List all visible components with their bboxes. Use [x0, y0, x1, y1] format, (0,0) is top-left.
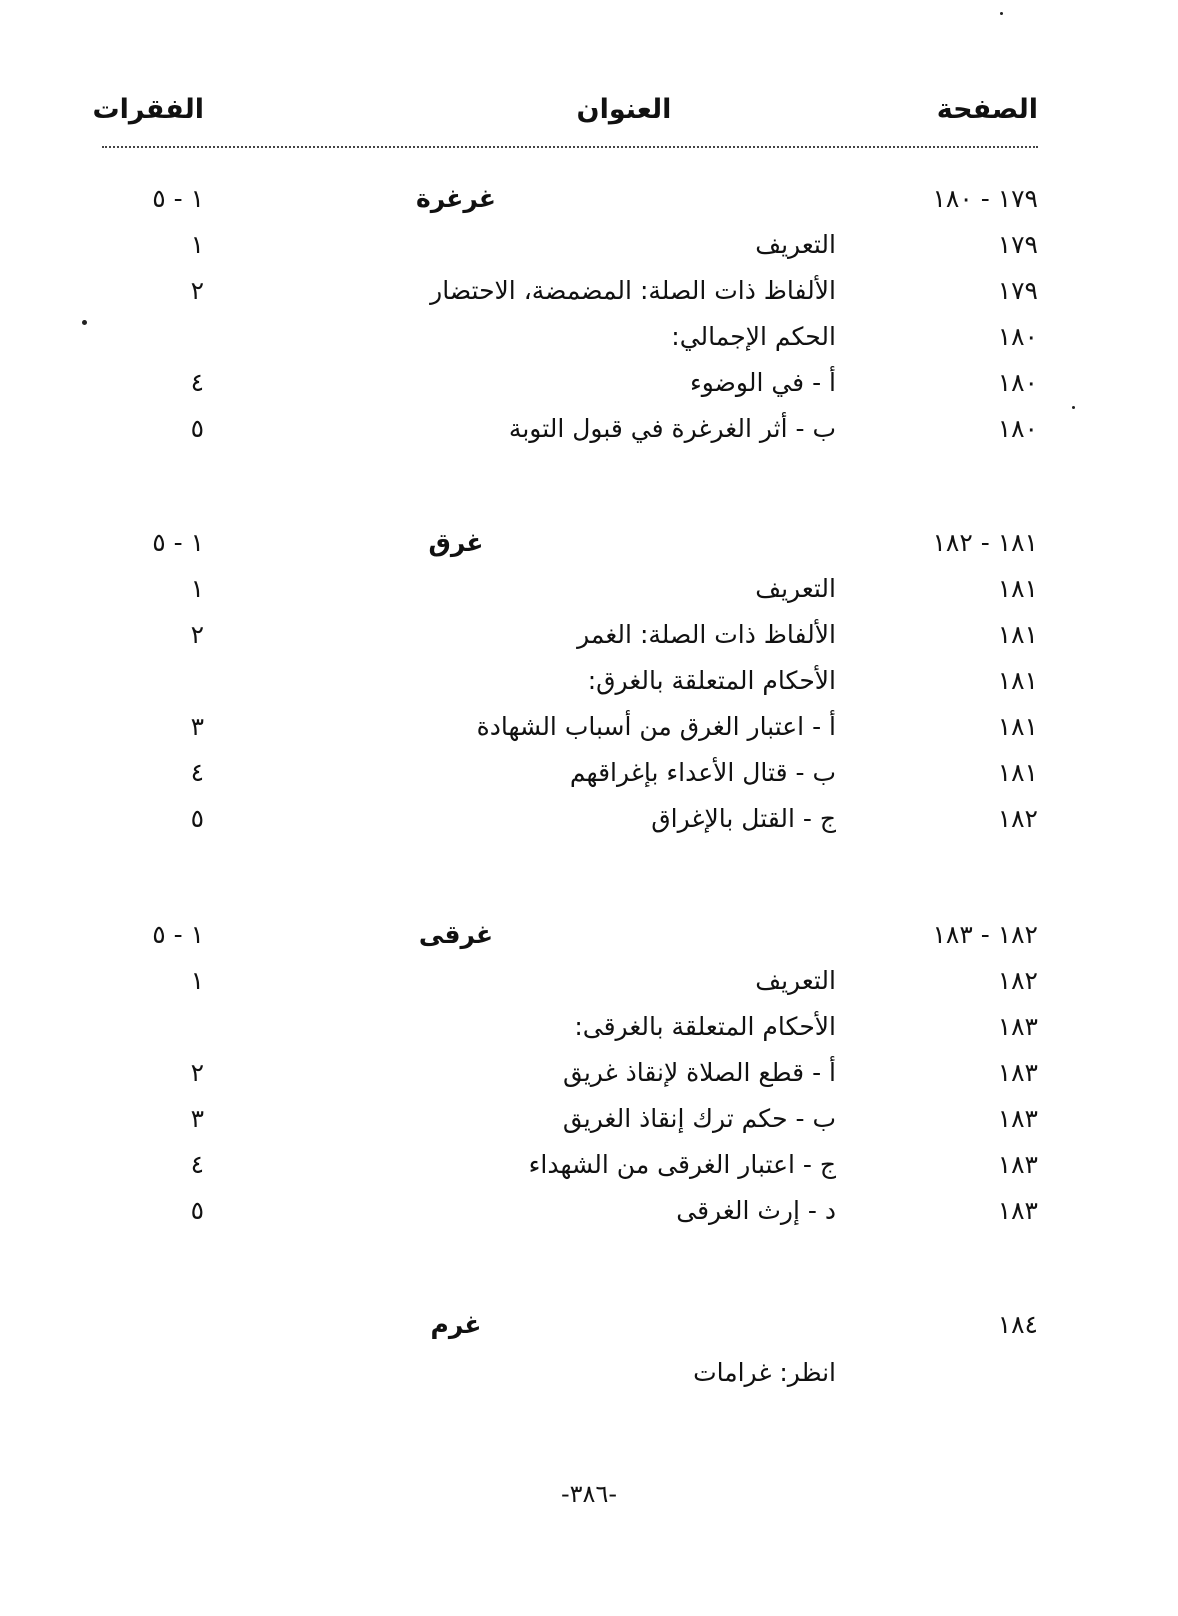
row-paragraph: ١	[190, 574, 204, 603]
entry-pages: ١٨٢ - ١٨٣	[932, 920, 1038, 949]
row-page: ١٨٣	[997, 1150, 1038, 1179]
index-row	[0, 796, 1178, 842]
row-page: ١٨٣	[997, 1012, 1038, 1041]
entry-paragraphs: ١ - ٥	[152, 528, 204, 557]
row-title: ب - حكم ترك إنقاذ الغريق	[562, 1104, 836, 1133]
index-row	[0, 658, 1178, 704]
entry-paragraphs: ١ - ٥	[152, 184, 204, 213]
index-row	[0, 612, 1178, 658]
index-row	[0, 958, 1178, 1004]
row-paragraph: ٤	[190, 368, 204, 397]
header-title-label: العنوان	[576, 94, 672, 125]
row-title: د - إرث الغرقى	[676, 1196, 836, 1225]
index-row	[0, 360, 1178, 406]
row-page: ١٨٠	[997, 368, 1038, 397]
row-page: ١٨٣	[997, 1058, 1038, 1087]
row-page: ١٨٠	[997, 322, 1038, 351]
entry-title: غرق	[428, 528, 484, 557]
row-page: ١٨٢	[997, 804, 1038, 833]
index-row	[0, 1096, 1178, 1142]
row-page: ١٨٠	[997, 414, 1038, 443]
row-page: ١٨١	[997, 758, 1038, 787]
row-paragraph: ١	[190, 966, 204, 995]
row-title: التعريف	[755, 230, 836, 259]
row-title: ب - أثر الغرغرة في قبول التوبة	[508, 414, 836, 443]
row-page: ١٨٣	[997, 1196, 1038, 1225]
entry-pages: ١٨٤	[997, 1310, 1038, 1339]
row-page: ١٨٣	[997, 1104, 1038, 1133]
ink-speck	[1072, 406, 1075, 409]
index-entry	[0, 912, 1178, 958]
index-row	[0, 1188, 1178, 1234]
entry-title: غرغرة	[415, 184, 497, 213]
row-title: ب - قتال الأعداء بإغراقهم	[569, 758, 836, 787]
page-number: -٣٨٦-	[560, 1480, 617, 1508]
row-title: التعريف	[755, 966, 836, 995]
row-title: الأحكام المتعلقة بالغرق:	[587, 666, 836, 695]
row-paragraph: ٣	[190, 712, 204, 741]
row-paragraph: ٣	[190, 1104, 204, 1133]
row-title: الأحكام المتعلقة بالغرقى:	[574, 1012, 836, 1041]
entry-pages: ١٨١ - ١٨٢	[932, 528, 1038, 557]
index-row	[0, 704, 1178, 750]
header-page-label: الصفحة	[936, 94, 1038, 125]
entry-paragraphs: ١ - ٥	[152, 920, 204, 949]
ink-speck	[82, 320, 87, 325]
row-title: الحكم الإجمالي:	[671, 322, 836, 351]
row-page: ١٧٩	[997, 230, 1038, 259]
row-paragraph: ٥	[190, 804, 204, 833]
row-title: أ - في الوضوء	[690, 368, 836, 397]
row-paragraph: ٥	[190, 414, 204, 443]
row-title: الألفاظ ذات الصلة: المضمضة، الاحتضار	[430, 276, 836, 305]
row-page: ١٨١	[997, 574, 1038, 603]
entry-pages: ١٧٩ - ١٨٠	[932, 184, 1038, 213]
row-title: ج - اعتبار الغرقى من الشهداء	[528, 1150, 836, 1179]
row-page: ١٨١	[997, 712, 1038, 741]
index-entry	[0, 520, 1178, 566]
header-paragraphs-label: الفقرات	[92, 94, 204, 125]
row-page: ١٨١	[997, 666, 1038, 695]
row-paragraph: ٥	[190, 1196, 204, 1225]
index-row	[0, 268, 1178, 314]
index-entry	[0, 1302, 1178, 1348]
index-row	[0, 406, 1178, 452]
index-row	[0, 750, 1178, 796]
row-page: ١٧٩	[997, 276, 1038, 305]
header-dotted-rule	[102, 146, 1038, 148]
index-row	[0, 1004, 1178, 1050]
row-title: أ - قطع الصلاة لإنقاذ غريق	[562, 1058, 836, 1087]
row-paragraph: ٤	[190, 758, 204, 787]
row-title: انظر: غرامات	[693, 1358, 836, 1387]
entry-title: غرقى	[418, 920, 494, 949]
row-paragraph: ٢	[190, 276, 204, 305]
row-paragraph: ٢	[190, 620, 204, 649]
index-row	[0, 566, 1178, 612]
row-title: الألفاظ ذات الصلة: الغمر	[577, 620, 836, 649]
index-row	[0, 222, 1178, 268]
entry-title: غرم	[430, 1310, 482, 1339]
row-title: ج - القتل بالإغراق	[651, 804, 836, 833]
ink-speck	[1000, 12, 1003, 15]
index-row	[0, 314, 1178, 360]
row-page: ١٨١	[997, 620, 1038, 649]
row-paragraph: ٤	[190, 1150, 204, 1179]
row-title: أ - اعتبار الغرق من أسباب الشهادة	[476, 712, 836, 741]
row-paragraph: ١	[190, 230, 204, 259]
row-page: ١٨٢	[997, 966, 1038, 995]
index-row	[0, 1050, 1178, 1096]
index-row	[0, 1350, 1178, 1396]
row-paragraph: ٢	[190, 1058, 204, 1087]
index-entry	[0, 176, 1178, 222]
index-row	[0, 1142, 1178, 1188]
row-title: التعريف	[755, 574, 836, 603]
